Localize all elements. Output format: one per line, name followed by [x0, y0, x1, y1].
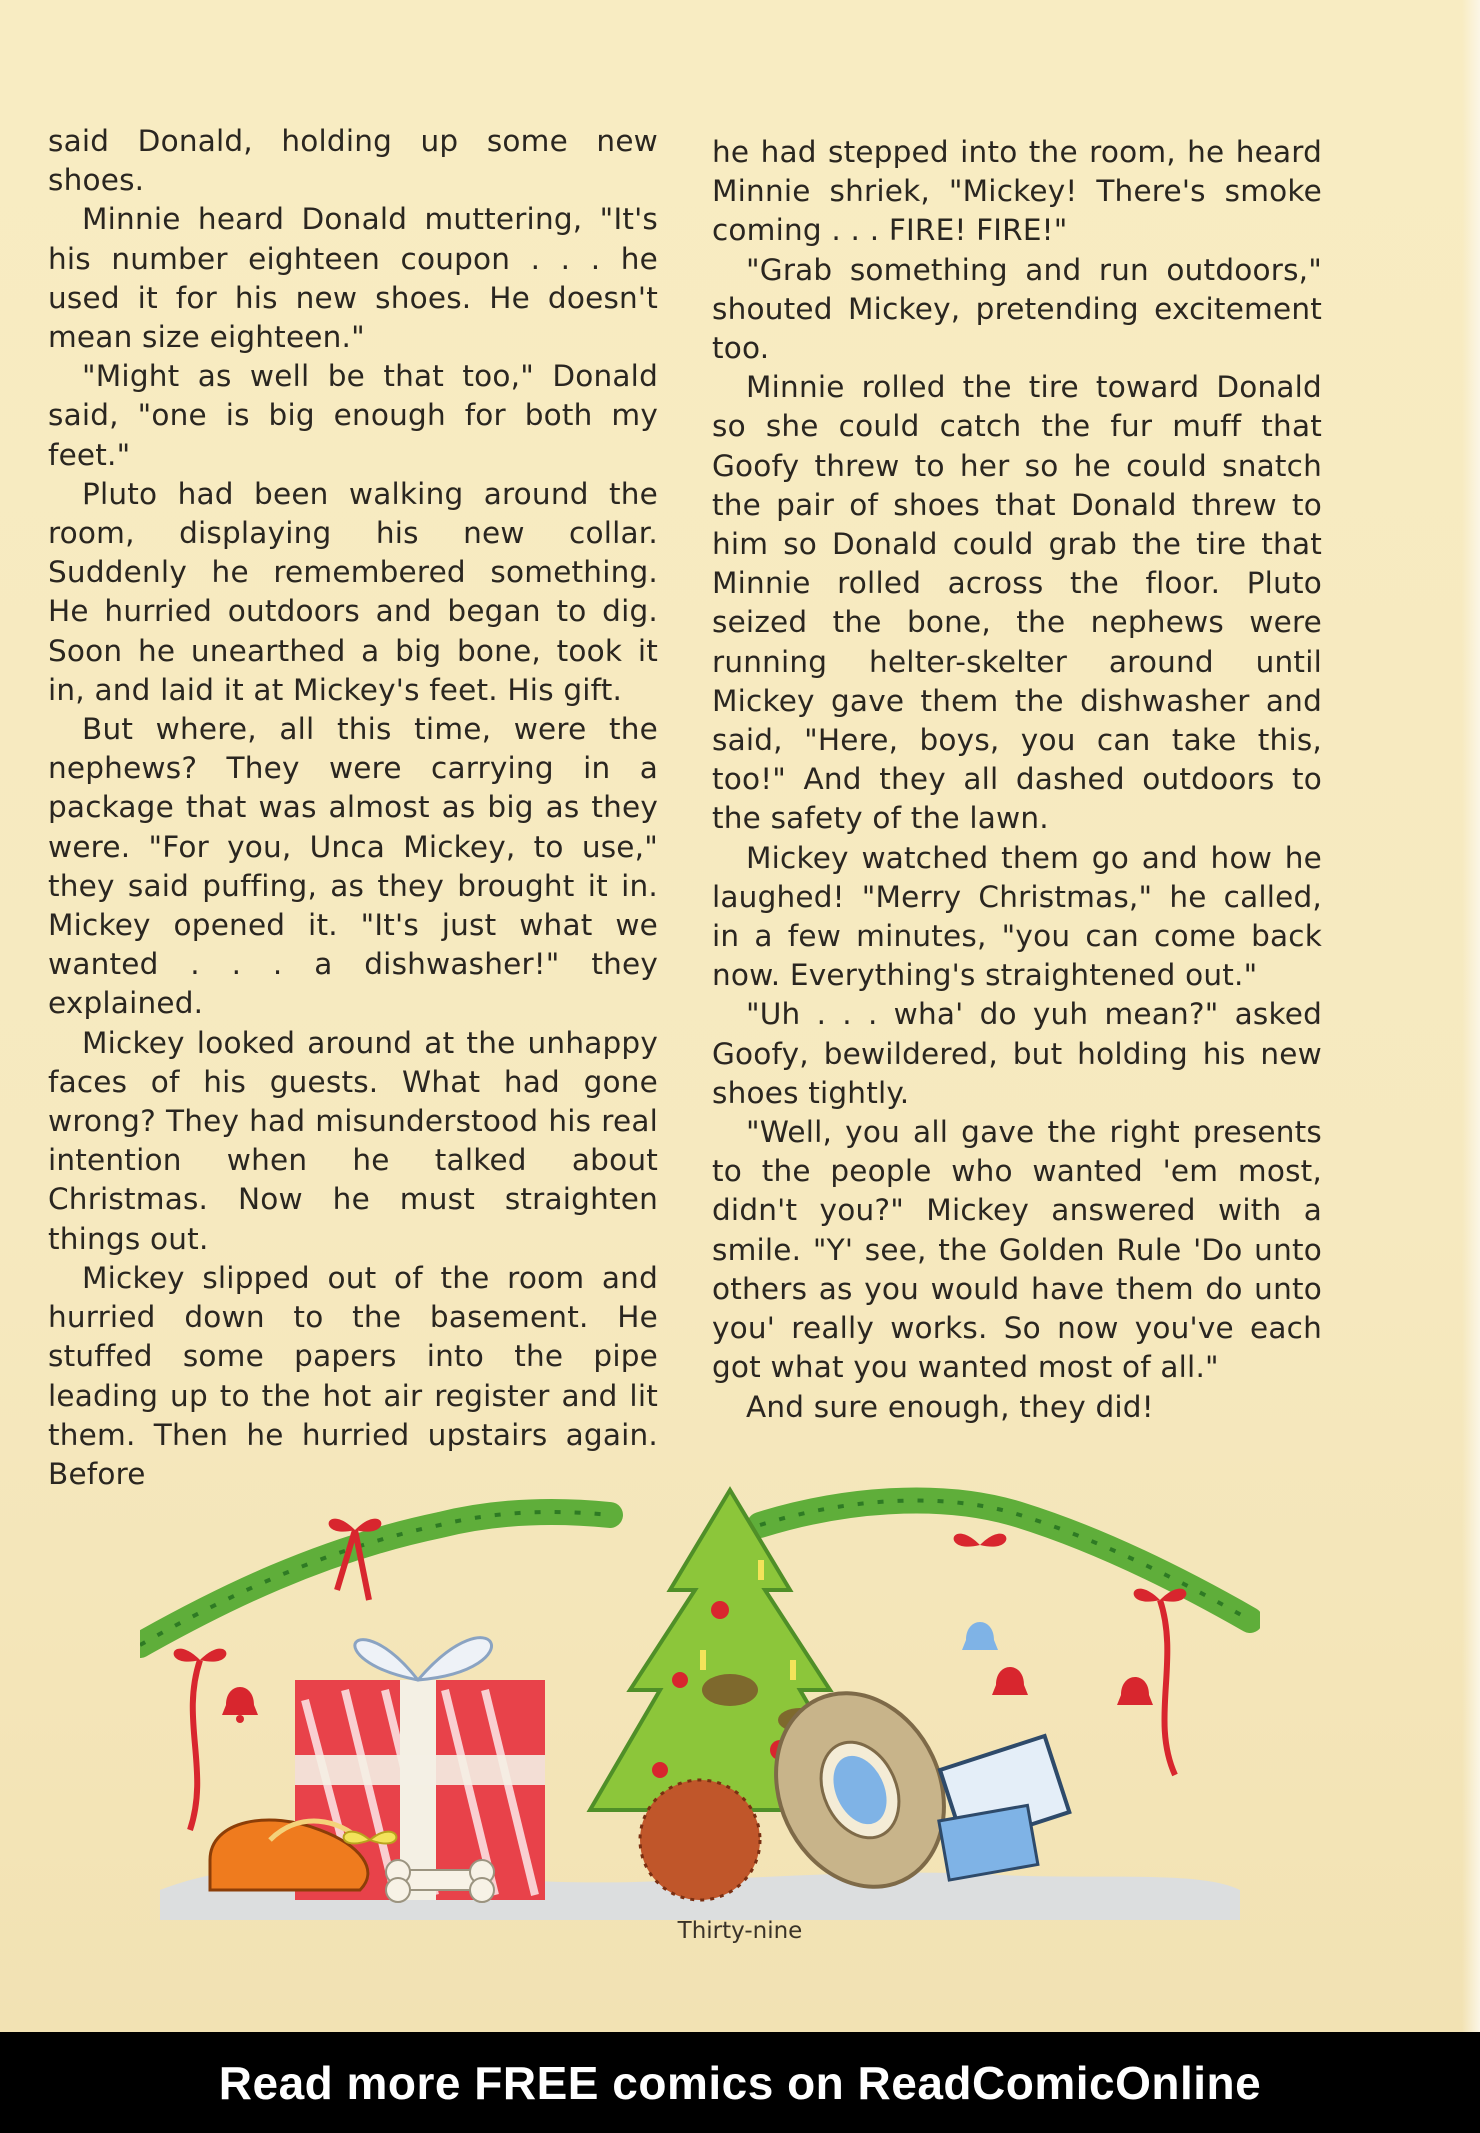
dishwasher-package: [939, 1736, 1070, 1880]
garland-right: [760, 1501, 1250, 1620]
paragraph: But where, all this time, were the nephews? They were carrying in a package that was almost as big as they were. "For you, Unca Mickey, to use," they said puffing, as they brought it in. Mickey opened it. "It's just what we wanted . . . a dishwasher!" they explained.: [48, 712, 658, 1021]
story-column-right: [712, 133, 1322, 1427]
paragraph: said Donald, holding up some new shoes.: [48, 124, 658, 198]
story-column-left: [48, 122, 658, 1494]
paragraph: Minnie heard Donald muttering, "It's his number eighteen coupon . . . he used it for his new shoes. He doesn't mean size eighteen.": [48, 202, 658, 355]
paragraph: Mickey slipped out of the room and hurried down to the basement. He stuffed some papers into the pipe leading up to the hot air register and lit them. Then he hurried upstairs again. Before: [48, 1260, 658, 1491]
paragraph: he had stepped into the room, he heard Minnie shriek, "Mickey! There's smoke coming . . . FIRE! FIRE!": [712, 135, 1322, 248]
bell-icon: [962, 1622, 998, 1650]
paragraph: "Grab something and run outdoors," shouted Mickey, pretending excitement too.: [712, 252, 1322, 366]
bell-icon: [1117, 1677, 1153, 1705]
bell-icon: [222, 1687, 258, 1723]
bell-icon: [992, 1667, 1028, 1695]
paragraph: Mickey looked around at the unhappy faces of his guests. What had gone wrong? They had misunderstood his real intention when he talked about Christmas. Now he must straighten things out.: [48, 1025, 658, 1256]
garland-left: [140, 1512, 610, 1645]
paragraph: Mickey watched them go and how he laughed! "Merry Christmas," he called, in a few minutes, "you can come back now. Everything's straightened out.": [712, 840, 1322, 993]
paragraph: Pluto had been walking around the room, displaying his new collar. Suddenly he remembered something. He hurried outdoors and began to dig. Soon he unearthed a big bone, took it in, and laid it at Mickey's feet. His gift.: [48, 476, 658, 707]
paragraph: Minnie rolled the tire toward Donald so she could catch the fur muff that Goofy threw to her so he could snatch the pair of shoes that Donald threw to him so Donald could grab the tire that Minnie rolled across the floor. Pluto seized the bone, the nephews were running helter-skelter around until Mickey gave them the dishwasher and said, "Here, boys, you can take this, too!" And they all dashed outdoors to the safety of the lawn.: [712, 370, 1322, 836]
paragraph: "Uh . . . wha' do yuh mean?" asked Goofy, bewildered, but holding his new shoes tightly.: [712, 997, 1322, 1110]
ribbon-bow-icon: [954, 1534, 1007, 1547]
fur-muff: [640, 1780, 760, 1900]
page-number: Thirty-nine: [677, 1918, 803, 1944]
paragraph: And sure enough, they did!: [746, 1389, 1154, 1424]
paragraph: "Well, you all gave the right presents to the people who wanted 'em most, didn't you?" Mickey answered with a smile. "Y' see, the Golden Rule 'Do unto others as you would have them do unto you' really works. So now you've each got what you wanted most of all.": [712, 1115, 1322, 1385]
shoes: [210, 1820, 368, 1890]
read-more-banner[interactable]: Read more FREE comics on ReadComicOnline: [0, 2032, 1480, 2133]
paragraph: "Might as well be that too," Donald said, "one is big enough for both my feet.": [48, 359, 658, 472]
christmas-tree-illustration: [140, 1470, 1260, 1940]
ribbon-bow-icon: [174, 1649, 227, 1830]
